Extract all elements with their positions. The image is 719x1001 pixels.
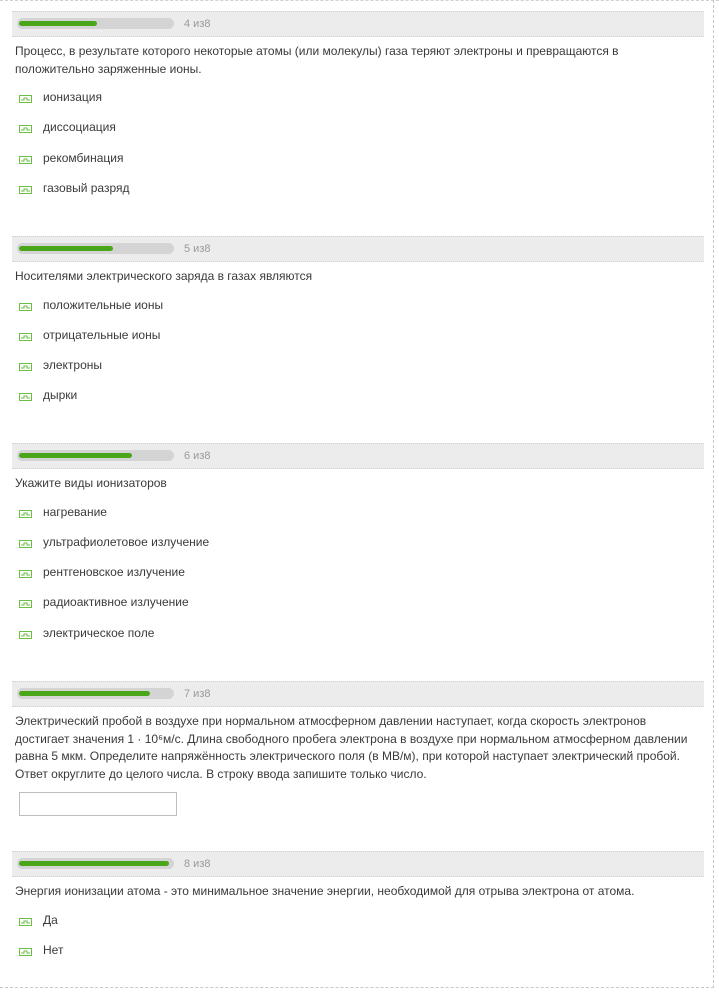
option[interactable] — [12, 120, 704, 150]
option[interactable] — [12, 90, 704, 120]
question-counter: 6 из8 — [184, 450, 211, 462]
options-list — [12, 913, 704, 974]
progress-fill — [19, 861, 169, 866]
option[interactable] — [12, 181, 704, 211]
question-4 — [12, 11, 704, 211]
option[interactable] — [12, 328, 704, 358]
option-label: ультрафиолетовое излучение — [43, 534, 210, 549]
checkbox-glyph-icon[interactable] — [19, 156, 32, 164]
option[interactable] — [12, 565, 704, 595]
options-list — [12, 298, 704, 419]
question-text: Процесс, в результате которого некоторые атомы (или молекулы) газа теряют электроны и превращаются в положительно заряженные ионы. — [15, 44, 619, 76]
checkbox-glyph-icon[interactable] — [19, 948, 32, 956]
question-header — [12, 236, 704, 262]
question-text: Энергия ионизации атома - это минимальное значение энергии, необходимой для отрыва электрона от атома. — [15, 884, 635, 898]
progress-bar — [17, 858, 174, 869]
checkbox-glyph-icon[interactable] — [19, 303, 32, 311]
progress-bar — [17, 18, 174, 29]
question-header — [12, 443, 704, 469]
question-text: Электрический пробой в воздухе при нормальном атмосферном давлении наступает, когда скорость электронов достигает значения 1 · 10⁶м/с. Длина свободного пробега электрона в воздухе при нормальном атмосферном давлении равна 5 мкм. Определите напряжённость электрического поля (в МВ/м), при которой наступает электрический пробой. Ответ округлите до целого числа. В строку ввода запишите только число. — [15, 714, 688, 781]
checkbox-glyph-icon[interactable] — [19, 125, 32, 133]
checkbox-glyph-icon[interactable] — [19, 570, 32, 578]
option[interactable] — [12, 388, 704, 418]
checkbox-glyph-icon[interactable] — [19, 363, 32, 371]
progress-fill — [19, 246, 113, 251]
checkbox-glyph-icon[interactable] — [19, 600, 32, 608]
progress-fill — [19, 691, 150, 696]
question-counter: 4 из8 — [184, 18, 211, 30]
option-label: дырки — [43, 388, 78, 403]
option[interactable] — [12, 626, 704, 656]
option-label: отрицательные ионы — [43, 327, 161, 342]
option-label: нагревание — [43, 504, 107, 519]
question-counter: 8 из8 — [184, 858, 211, 870]
option-label: Да — [43, 912, 58, 927]
question-text: Укажите виды ионизаторов — [15, 476, 167, 490]
option[interactable] — [12, 913, 704, 943]
options-list — [12, 505, 704, 656]
question-7 — [12, 681, 704, 783]
option-label: электроны — [43, 358, 103, 373]
option-label: ионизация — [43, 90, 102, 104]
options-list — [12, 90, 704, 211]
progress-bar — [17, 688, 174, 699]
question-counter: 7 из8 — [184, 688, 211, 700]
option-label: Нет — [43, 942, 64, 957]
option[interactable] — [12, 151, 704, 181]
checkbox-glyph-icon[interactable] — [19, 95, 32, 103]
question-8 — [12, 851, 704, 973]
question-header — [12, 851, 704, 877]
question-5 — [12, 236, 704, 419]
option-label: положительные ионы — [43, 297, 164, 312]
option[interactable] — [12, 595, 704, 625]
progress-bar — [17, 243, 174, 254]
checkbox-glyph-icon[interactable] — [19, 186, 32, 194]
option-label: газовый разряд — [43, 180, 130, 195]
question-text: Носителями электрического заряда в газах являются — [15, 269, 313, 283]
option-label: электрическое поле — [43, 625, 155, 640]
option[interactable] — [12, 943, 704, 973]
checkbox-glyph-icon[interactable] — [19, 510, 32, 518]
checkbox-glyph-icon[interactable] — [19, 540, 32, 548]
option[interactable] — [12, 535, 704, 565]
checkbox-glyph-icon[interactable] — [19, 918, 32, 926]
checkbox-glyph-icon[interactable] — [19, 631, 32, 639]
answer-input[interactable] — [19, 792, 177, 816]
progress-fill — [19, 453, 132, 458]
question-counter: 5 из8 — [184, 243, 211, 255]
option[interactable] — [12, 358, 704, 388]
option-label: диссоциация — [43, 120, 116, 135]
checkbox-glyph-icon[interactable] — [19, 393, 32, 401]
question-6 — [12, 443, 704, 656]
option[interactable] — [12, 298, 704, 328]
option-label: рентгеновское излучение — [43, 565, 185, 580]
progress-fill — [19, 21, 97, 26]
option-label: рекомбинация — [43, 150, 124, 165]
checkbox-glyph-icon[interactable] — [19, 333, 32, 341]
question-header — [12, 11, 704, 37]
option[interactable] — [12, 505, 704, 535]
progress-bar — [17, 450, 174, 461]
question-header — [12, 681, 704, 707]
option-label: радиоактивное излучение — [43, 595, 189, 610]
